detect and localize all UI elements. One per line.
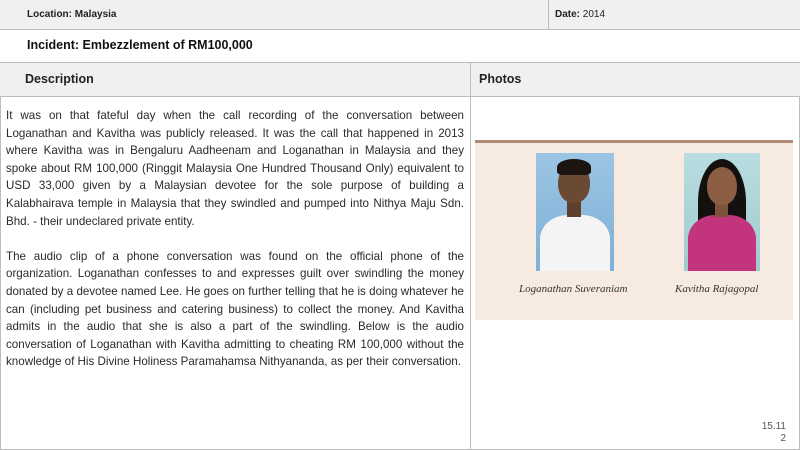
photos-heading: Photos [479,72,522,86]
date-value: 2014 [582,9,606,20]
header-row [0,0,800,30]
location-cell [0,0,549,30]
date-cell [549,0,800,30]
photo-caption: Loganathan Suveraniam [519,283,628,295]
page-number: 15.11 2 [761,421,786,444]
incident-row [0,30,800,63]
description-paragraph: It was on that fateful day when the call recording of the conversation between Loganathan and Kavitha was publicly released. It was the call that happened in 2013 where Kavitha was in Bengaluru Aadheenam and Loganathan in Malaysia and they spoke about RM 100,000 (Ringgit Malaysia One Hundred Thousand Only) equivalent to USD 33,000 given by a Malaysian devotee for the sole purpose of building a Kalabhairava temple in Malaysia that they swindled and pumped into Nithya Maju Sdn. Bhd. - their undeclared private entity. [6,109,464,228]
description-heading: Description [0,63,471,97]
portrait-photo [536,153,614,271]
date-label: Date: [555,9,581,20]
location-value: Malaysia [74,9,117,20]
photo-strip [475,140,793,320]
photos-body [471,97,800,450]
column-header-row [0,63,800,97]
location-label: Location: [27,9,72,20]
portrait-photo [684,153,760,271]
description-body [0,97,471,450]
incident-title: Incident: Embezzlement of RM100,000 [27,38,253,52]
photo-caption: Kavitha Rajagopal [675,283,759,295]
description-paragraph: The audio clip of a phone conversation was found on the official phone of the organization. Loganathan confesses to and expresses guilt over swindling the money donated by a devotee named Lee. He goes on further telling that he is doing whatever he can (including pet business and catering business) to collect the money. And Kavitha admits in the audio that she is also a part of the swindling. Below is the audio conversation of Loganathan with Kavitha admitting to cheating RM 100,000 without the knowledge of His Divine Holiness Paramahamsa Nithyananda, as per their conversation. [6,249,464,369]
